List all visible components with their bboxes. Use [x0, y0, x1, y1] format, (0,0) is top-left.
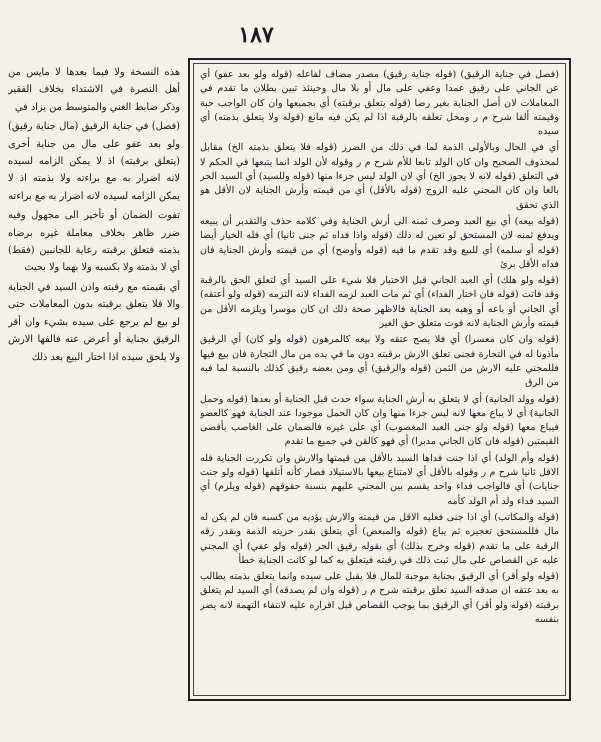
side-paragraph: هذه النسخة ولا فيما بعدها لا مايس من أهل النصرة في الاشتداء بخلاف الفقير وذكر ضابط الغني والمتوسط من يزاد في: [8, 67, 180, 113]
main-paragraph: أي في الحال وبالأولى الذمة لما في ذلك من الضرر (قوله فلا يتعلق بذمته الخ) مقابل لمحذوف الصحيح وان كان الولد تابعا للأم شرح م ر وقوله لأن الولد انما يتبعها في الحكم لا في التعلق (قوله لانه لا يجوز الخ) أي لان الولد ليس جزءا منها (قوله وللسيد) أي السيد الحر بالغا وان كان المجني عليه الزوج (قوله بالأقل) أي من قيمته وأرش الجناية لان الأقل هو الذي تحقق: [200, 142, 559, 211]
side-paragraph: أي بقيمته مع رقبته واذن السيد في الجناية والا فلا يتعلق برقبته بدون المعاملات حتى لو بيع لم يرجع على سيده بشيء وان أقر الرقيق بجناية أو أعرض عنه فالفها الارش ولا يلحق سيده اذا اختار البيع بعد ذلك: [8, 281, 180, 363]
main-paragraph: (قوله وان كان معسرا) أي فلا يصح عتقه ولا بيعه كالمرهون (قوله ولو كان) أي الرقيق مأذونا له في التجارة فجنى تعلق الارش برقبته دون ما في يده من مال التجارة فان بيع فيها فللمجني عليه الارش من الثمن (قوله والرقيق) أي ومن بعضه رقيق كذلك بالنسبة لما فيه من الرق: [200, 334, 559, 389]
main-paragraph: (قوله وولد الجانية) أي لا يتعلق به أرش الجناية سواء حدث قبل الجناية أو بعدها (قوله وحمل الجانية) أي لا يباع معها لانه ليس جزءا منها وان كان الحمل موجودا عند الجناية فهو كالعضو فيباع معها (قوله ولو جنى العبد المغصوب) أي على غيره فالضمان على الغاصب بأقصى القيمتين (قوله فان كان الجاني مدبرا) أي فهو كالقن في جميع ما تقدم: [200, 393, 559, 448]
main-paragraph: (قوله ولو أقر) أي الرقيق بجناية موجبة للمال فلا يقبل على سيده وانما يتعلق بذمته يطالب به بعد عتقه ان صدقه السيد تعلق برقبته شرح م ر (قوله وان لم يصدقه) أي السيد لم يتعلق برقبته (قوله ولو أقر) أي الرقيق بما يوجب القصاص قبل اقراره عليه لانتفاء التهمة لانه يضر بنفسه: [200, 571, 559, 625]
main-paragraph: (قوله بيعه) أي بيع العبد وصرف ثمنه الى أرش الجناية وفي كلامه حذف والتقدير أن يبيعه ويدفع ثمنه لان المستحق لو تعين له ذلك (قوله واذا فداه ثم جنى ثانيا) أي فله الخيار أيضا (قوله أو سلمه) أي للبيع وقد تقدم ما فيه (قوله وأوضح) أي من قيمته وأرش الجناية فان فداه الأقل برئ: [200, 215, 559, 270]
main-paragraph: (فصل في جناية الرقيق) (قوله جناية رقيق) مصدر مضاف لفاعله (قوله ولو بعد عفو) أي عن الجاني على رقيق عمدا وعفي على مال أو بلا مال وحينئذ تبين بطلان ما تقدم في المعاملات لان أصل الجناية بغير رضا (قوله يتعلق برقبته) أي بجميعها وان كان الواجب حبة وقيمته ألفا شرح م ر ومحل تعلقه بالرقبة اذا لم يكن فيه مانع (قوله ولا يتعلق بذمته) أي سيده: [200, 69, 559, 138]
main-paragraph: (قوله والمكاتب) أي اذا جنى فعليه الاقل من قيمته والارش يؤديه من كسبه فان لم يكن له مال فللمستحق تعجيزه ثم يباع (قوله والمبعض) أي يتعلق بقدر حريته الذمة وبقدر رقه الرقبة على ما تقدم (قوله وخرج بذلك) أي بقوله رقيق الحر (قوله ولو عفي) أي المجني عليه عن القصاص على مال ثبت ذلك في رقبته فيتعلق به كما لو كانت الجناية خطأ: [200, 511, 559, 566]
main-commentary-text: [200, 68, 559, 691]
side-main-text-column: [8, 64, 180, 676]
main-paragraph: (قوله ولو هلك) أي العبد الجاني قبل الاختيار فلا شيء على السيد أي لتعلق الحق بالرقبة وقد فاتت (قوله فان اختار الفداء) أي ثم مات العبد لزمه الفداء لانه التزمه (قوله ولو أعتقه) أي الجاني أو باعه أو وهبه بعد الجناية فالاظهر صحة ذلك ان كان موسرا ويلزمه الأقل من قيمته وأرش الجناية لانه فوت متعلق حق الغير: [200, 275, 559, 330]
side-paragraph: تفوت الضمان أو تأخير الى مجهول وفيه ضرر ظاهر بخلاف معاملة غيره برضاه بذمته فتعلق برقبته رعاية للجانبين (فقط) أي لا بذمته ولا بكسبه ولا بهما ولا بحيث: [8, 210, 180, 274]
main-commentary-frame: [188, 58, 571, 701]
side-paragraph: (فصل) في جناية الرقيق (مال جناية رقيق) ولو بعد عفو على مال من جناية أخرى (يتعلق برقبته) اذ لا يمكن الزامه لسيده لانه اضرار به مع براءته ولا بذمته اذ لا يمكن الزامه لسيده لانه اضرار به مع براءته: [8, 121, 180, 202]
page-number: ١٨٧: [238, 22, 274, 48]
main-paragraph: (قوله وأم الولد) أي اذا جنت فداها السيد بالأقل من قيمتها والارش وان تكررت الجناية فله الاقل ثانيا شرح م ر وقوله بالأقل أي لامتناع بيعها بالاستيلاد فصار كأنه أتلفها (قوله ولو جنت جنايات) أي فالواجب فداء واحد يقسم بين المجني عليهم بنسبة حقوقهم (قوله ويلزم) أي السيد فداء ولد أم الولد كأمه: [200, 452, 559, 507]
